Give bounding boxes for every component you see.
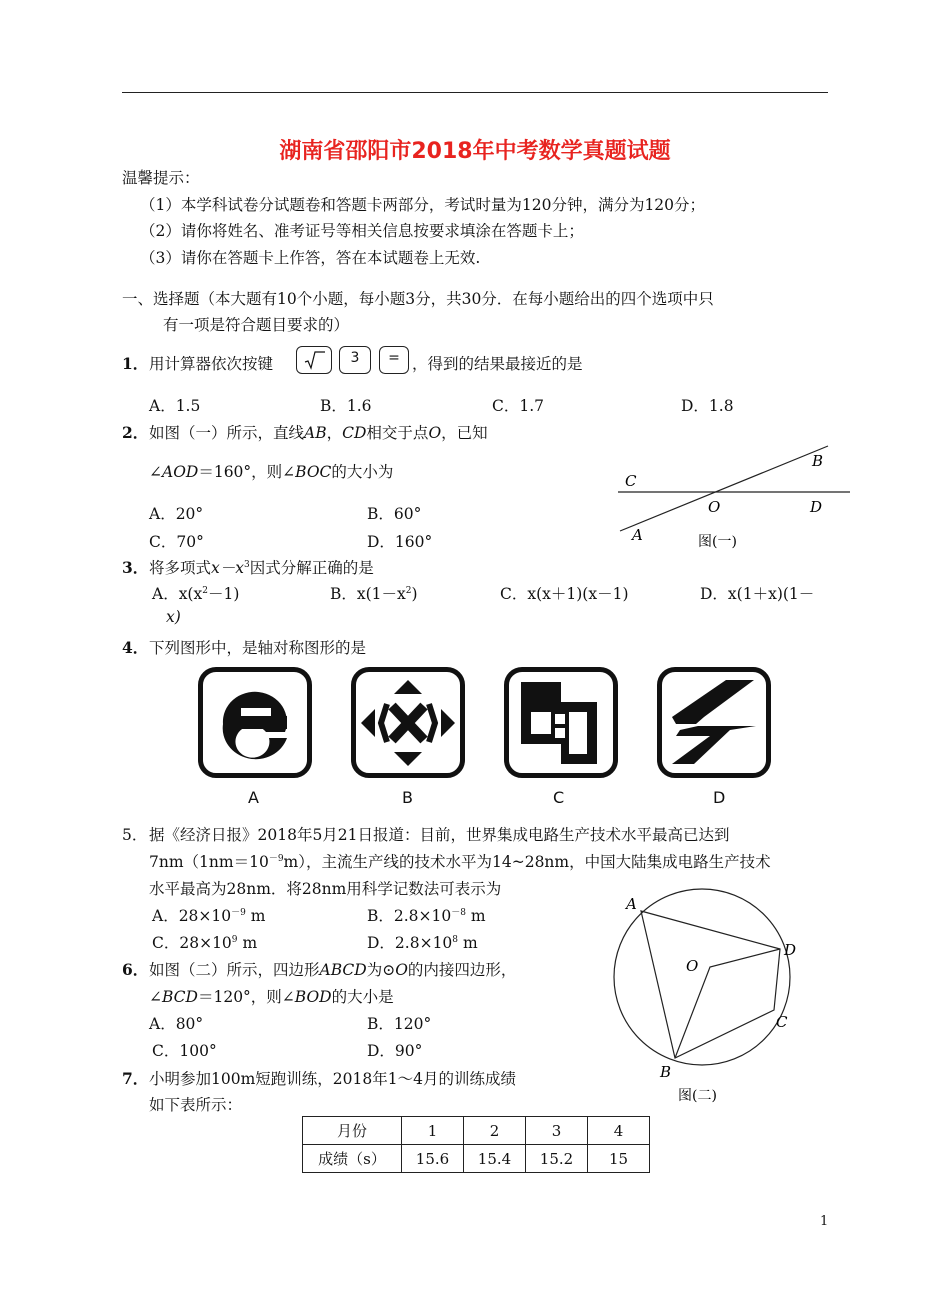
label-b: B [660, 1063, 672, 1081]
q4-stem: 下列图形中，是轴对称图形的是 [149, 639, 367, 657]
key-label: = [388, 350, 400, 366]
table-cell: 15.2 [526, 1145, 588, 1173]
label-c: C [776, 1013, 788, 1031]
table-cell: 3 [526, 1117, 588, 1145]
page-title: 湖南省邵阳市2018年中考数学真题试题 [279, 139, 671, 164]
symbol-label-b: B [402, 788, 413, 807]
letter-e-icon [203, 672, 307, 773]
label-a: A [626, 895, 637, 913]
label-o: O [708, 498, 721, 516]
q6-option-b: B．120° [367, 1015, 432, 1033]
q5-line3: 水平最高为28nm．将28nm用科学记数法可表示为 [149, 880, 502, 898]
zigzag-icon [662, 672, 766, 773]
symbol-label-d: D [713, 788, 726, 807]
q2-number: 2． [122, 423, 149, 442]
q1-option-d: D．1.8 [681, 397, 734, 415]
q1-option-c: C．1.7 [492, 397, 545, 415]
q6-option-d: D．90° [367, 1042, 423, 1060]
q1-stem-a: 用计算器依次按键 [149, 355, 274, 373]
quadrilateral-abcd [641, 911, 780, 1058]
sqrt-icon [297, 347, 331, 373]
q3-stem: 将多项式$x-x^3$因式分解正确的是 [149, 559, 374, 577]
q7-line1: 小明参加100m短跑训练，2018年1～4月的训练成绩 [149, 1070, 516, 1088]
q3-number: 3． [122, 558, 149, 577]
figure-1-caption: 图(一) [698, 534, 737, 550]
circle-o [614, 889, 790, 1065]
notice-item-3: （3）请你在答题卡上作答，答在本试题卷上无效. [140, 249, 481, 267]
figure-2-inscribed-quadrilateral [600, 885, 820, 1110]
calculator-key-3 [339, 346, 371, 374]
knot-icon [509, 672, 613, 773]
section1-line1: 一、选择题（本大题有10个小题，每小题3分，共30分．在每小题给出的四个选项中只 [122, 290, 714, 308]
q1-option-b: B．1.6 [320, 397, 372, 415]
q7-line2: 如下表所示： [149, 1096, 243, 1114]
symbol-b-cross-arrows [351, 667, 465, 778]
page-number: 1 [820, 1214, 829, 1229]
label-b: B [812, 452, 824, 470]
q2-option-b: B．60° [367, 505, 422, 523]
line-ab [620, 446, 828, 531]
table-cell: 15.6 [402, 1145, 464, 1173]
q3-option-a: A．$x(x^2-1)$ [152, 585, 240, 603]
q5-number: 5． [122, 826, 148, 844]
header-rule [122, 92, 828, 93]
q1-option-a: A．1.5 [149, 397, 201, 415]
symbol-c-knot [504, 667, 618, 778]
q6-option-c: C．100° [152, 1042, 217, 1060]
label-d: D [784, 941, 797, 959]
q2-stem-line1: 如图（一）所示，直线AB，CD相交于点O，已知 [149, 424, 488, 442]
table-row [303, 1145, 650, 1173]
notice-item-1: （1）本学科试卷分试题卷和答题卡两部分，考试时量为120分钟，满分为120分； [140, 196, 706, 214]
section1-line2: 有一项是符合题目要求的） [163, 316, 350, 334]
q5-option-d: D．$2.8\times 10^8$ m [367, 934, 478, 952]
q1-stem-b: ，得到的结果最接近的是 [412, 355, 583, 373]
q5-option-b: B．$2.8\times 10^{-8}$ m [367, 907, 486, 925]
calculator-key-sqrt [296, 346, 332, 374]
label-a: A [632, 526, 643, 544]
q7-number: 7． [122, 1069, 149, 1088]
q2-stem-line2: ∠AOD＝160°，则∠BOC的大小为 [149, 463, 394, 481]
q6-number: 6． [122, 960, 149, 979]
symbol-label-a: A [248, 788, 259, 807]
q6-stem-line1: 如图（二）所示，四边形ABCD为⊙O的内接四边形， [149, 961, 517, 979]
label-d: D [810, 498, 823, 516]
q3-option-c: C．x(x＋1)(x－1) [500, 585, 629, 603]
table-cell: 15.4 [464, 1145, 526, 1173]
label-c: C [625, 472, 637, 490]
figure-1-intersecting-lines [610, 440, 860, 555]
notice-heading: 温馨提示： [122, 169, 200, 187]
q2-option-d: D．160° [367, 533, 433, 551]
cross-arrows-icon [356, 672, 460, 773]
symbol-d-zigzag [657, 667, 771, 778]
training-score-table [302, 1116, 650, 1173]
q3-option-b: B．$x(1-x^2)$ [330, 585, 418, 603]
table-cell: 15 [588, 1145, 650, 1173]
calculator-key-equals [379, 346, 409, 374]
q5-option-a: A．$28\times 10^{-9}$ m [152, 907, 266, 925]
q3-option-d-cont: x) [166, 608, 181, 626]
table-cell: 月份 [303, 1117, 402, 1145]
symbol-a-e-logo [198, 667, 312, 778]
table-row [303, 1117, 650, 1145]
q2-option-a: A．20° [149, 505, 204, 523]
table-cell: 2 [464, 1117, 526, 1145]
notice-item-2: （2）请你将姓名、准考证号等相关信息按要求填涂在答题卡上； [140, 222, 584, 240]
q5-line1: 据《经济日报》2018年5月21日报道：目前，世界集成电路生产技术水平最高已达到 [149, 826, 730, 844]
q4-number: 4． [122, 638, 149, 657]
table-cell: 4 [588, 1117, 650, 1145]
symbol-label-c: C [553, 788, 565, 807]
table-cell: 成绩（s） [303, 1145, 402, 1173]
table-cell: 1 [402, 1117, 464, 1145]
q5-option-c: C．$28\times 10^9$ m [152, 934, 258, 952]
q2-option-c: C．70° [149, 533, 204, 551]
key-label: 3 [350, 350, 360, 366]
q1-number: 1． [122, 354, 149, 373]
q6-option-a: A．80° [149, 1015, 204, 1033]
figure-2-caption: 图(二) [678, 1088, 717, 1104]
q3-option-d: D．x(1＋x)(1－ [700, 585, 815, 603]
q6-stem-line2: ∠BCD＝120°，则∠BOD的大小是 [149, 988, 394, 1006]
label-o: O [686, 957, 699, 975]
q5-line2: $7nm(1nm=10^{-9}m)$，主流生产线的技术水平为14~28nm，中国大陆集成电路生产技术 [149, 853, 771, 871]
